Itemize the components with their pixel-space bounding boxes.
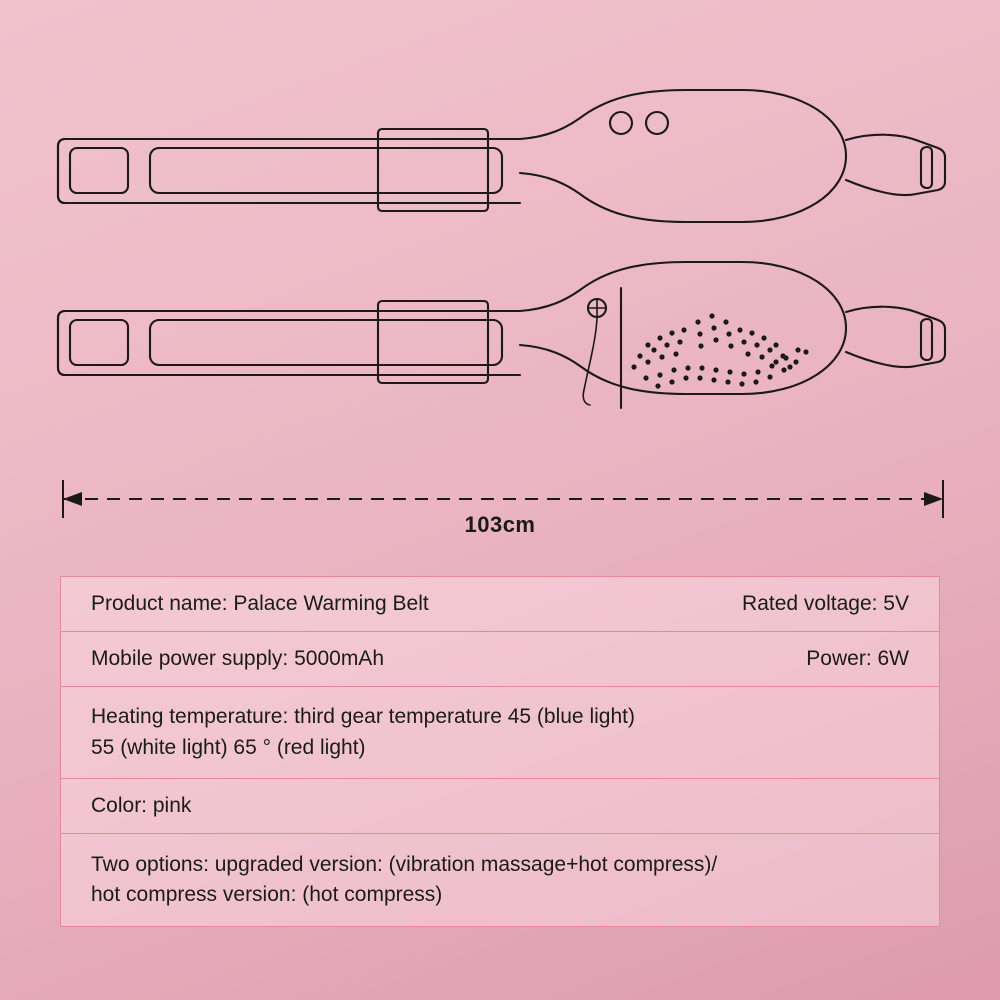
spec-rated-voltage: Rated voltage: 5V: [742, 591, 909, 615]
spec-heating-temperature-line2: 55 (white light) 65 ° (red light): [91, 735, 366, 759]
spec-heating-temperature-line1: Heating temperature: third gear temperature 45 (blue light): [91, 705, 635, 729]
belt-back-view: [58, 262, 945, 408]
spec-power-supply: Mobile power supply: 5000mAh: [91, 646, 384, 670]
spec-options-line2: hot compress version: (hot compress): [91, 883, 443, 906]
spec-heating-temperature: [61, 692, 939, 773]
dimension-label: 103cm: [464, 512, 536, 537]
specification-table: [60, 576, 940, 927]
spec-product-name: Product name: Palace Warming Belt: [91, 591, 429, 615]
table-row: [61, 834, 939, 926]
spec-options: [61, 840, 939, 921]
table-row: [61, 779, 939, 834]
spec-options-line1: Two options: upgraded version: (vibration massage+hot compress)/: [91, 852, 718, 876]
product-diagram: [0, 0, 1000, 470]
spec-power: Power: 6W: [806, 646, 909, 670]
table-row: [61, 687, 939, 779]
spec-color: Color: pink: [91, 793, 192, 817]
table-row: [61, 632, 939, 687]
dimension-indicator: [0, 468, 1000, 558]
belt-front-view: [58, 90, 945, 222]
table-row: [61, 577, 939, 632]
heating-dot-pattern: [631, 313, 808, 388]
